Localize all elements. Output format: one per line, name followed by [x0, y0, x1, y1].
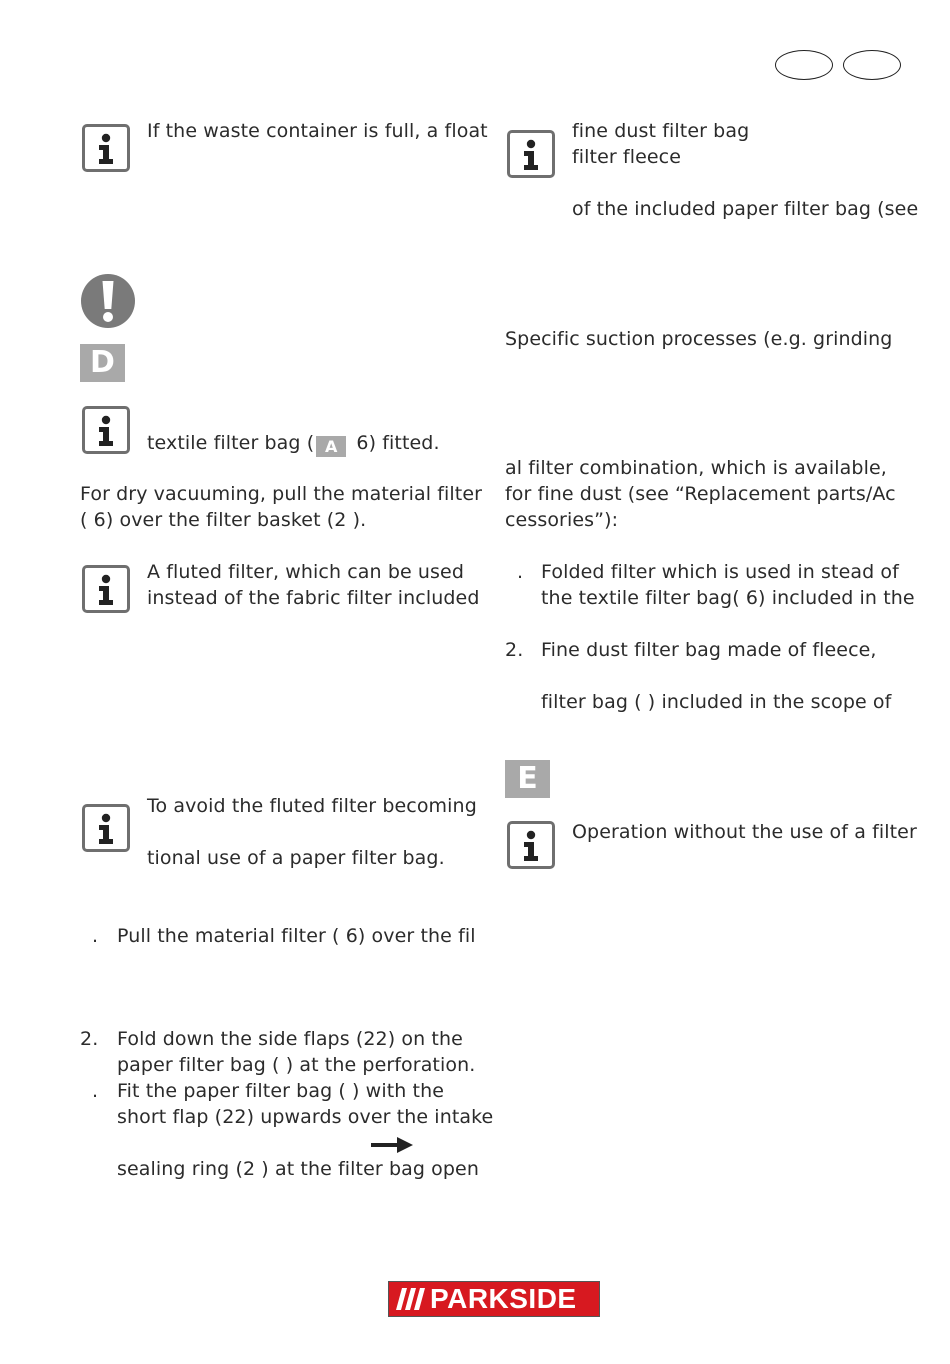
paragraph-filter-combination-3: cessories”):: [505, 509, 619, 531]
info-text-fluted-1: A fluted filter, which can be used: [147, 561, 465, 583]
info-text-textile-filter: textile filter bag ( A 6) fitted.: [147, 432, 440, 456]
warning-icon: [80, 273, 136, 329]
list-item-text: Folded filter which is used in stead of: [541, 561, 899, 583]
figure-ref-badge: A: [316, 436, 346, 457]
paragraph-suction-processes: Specific suction processes (e.g. grinding: [505, 328, 893, 350]
list-number: .: [517, 561, 524, 583]
info-text-avoid-2: tional use of a paper filter bag.: [147, 847, 445, 869]
info-icon: [82, 565, 130, 613]
step-number: 2.: [80, 1028, 99, 1050]
language-badge-2: [843, 50, 901, 80]
step-text: sealing ring (2 ) at the filter bag open: [117, 1158, 479, 1180]
info-text-operation: Operation without the use of a filter: [572, 821, 917, 843]
info-text-avoid-1: To avoid the fluted filter becoming: [147, 795, 477, 817]
paragraph-filter-combination-1: al filter combination, which is available,: [505, 457, 887, 479]
paragraph-dry-vacuuming-1: For dry vacuuming, pull the material filter: [80, 483, 483, 505]
section-letter-d: D: [80, 344, 125, 382]
info-text-fine-dust-3: of the included paper filter bag (see: [572, 198, 919, 220]
step-number: .: [92, 1080, 99, 1102]
section-letter-e: E: [505, 760, 550, 798]
list-item-text: filter bag ( ) included in the scope of: [541, 691, 892, 713]
info-text-fine-dust-2: filter fleece: [572, 146, 682, 168]
parkside-logo: [388, 1281, 600, 1317]
logo-text: PARKSIDE: [430, 1283, 577, 1314]
step-text: Fit the paper filter bag ( ) with the: [117, 1080, 445, 1102]
info-text-fine-dust-1: fine dust filter bag: [572, 120, 750, 142]
step-text: Fold down the side flaps (22) on the: [117, 1028, 463, 1050]
info-icon: [507, 821, 555, 869]
paragraph-dry-vacuuming-2: ( 6) over the filter basket (2 ).: [80, 509, 367, 531]
info-icon: [82, 406, 130, 454]
step-number: .: [92, 925, 99, 947]
step-text: paper filter bag ( ) at the perforation.: [117, 1054, 476, 1076]
list-item-text: the textile filter bag( 6) included in the: [541, 587, 915, 609]
info-icon: [507, 130, 555, 178]
step-text: short flap (22) upwards over the intake: [117, 1106, 494, 1128]
info-icon: [82, 804, 130, 852]
language-badge-1: [775, 50, 833, 80]
paragraph-filter-combination-2: for fine dust (see “Replacement parts/Ac: [505, 483, 896, 505]
info-icon: [82, 124, 130, 172]
list-number: 2.: [505, 639, 524, 661]
info-text-float: If the waste container is full, a float: [147, 120, 488, 142]
list-item-text: Fine dust filter bag made of fleece,: [541, 639, 877, 661]
info-text-fluted-2: instead of the fabric filter included: [147, 587, 480, 609]
step-text: Pull the material filter ( 6) over the fil: [117, 925, 476, 947]
arrow-right-icon: [371, 1137, 413, 1153]
